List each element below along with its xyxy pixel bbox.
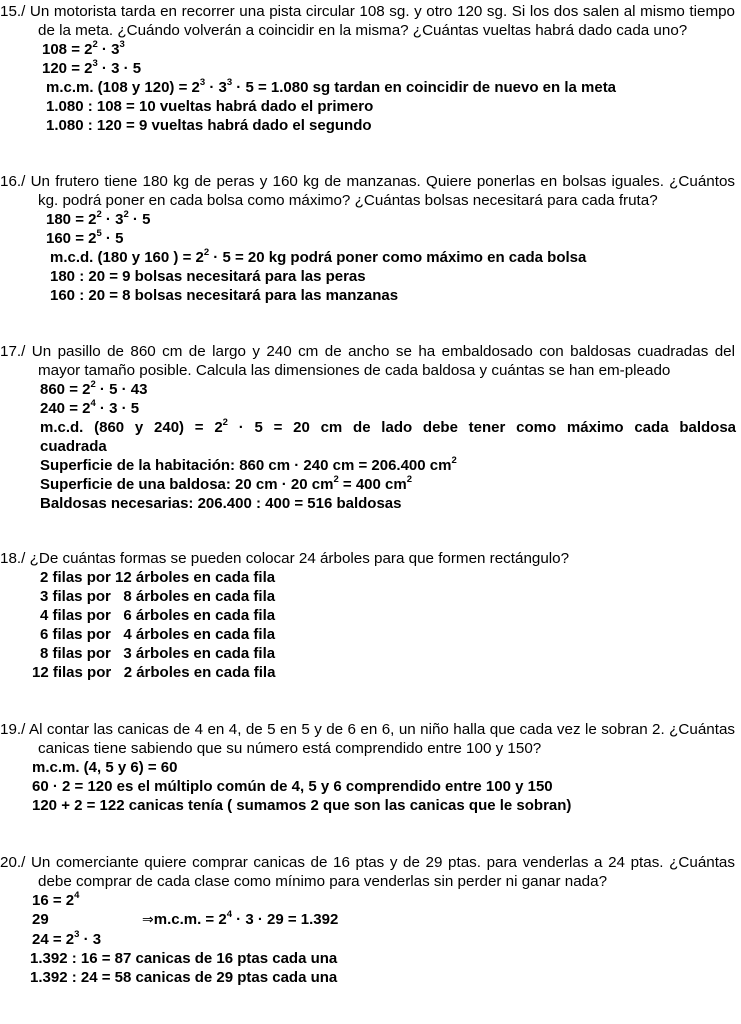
arrangement-row: 6 filas por 4 árboles en cada fila [40,626,276,643]
problem-number: 19./ [0,721,26,738]
solution-line: $120 = 2^3 \cdot 3 \cdot 5$ [42,58,142,77]
solution-line: m.c.d. (180 y 160 ) = $2^2 \cdot 5 = 20$ kg podrá poner como máximo en cada bolsa [50,247,587,266]
problem-number: 18./ [0,550,26,567]
arrangement-row: 4 filas por 6 árboles en cada fila [40,607,276,624]
statement-text: Un motorista tarda en recorrer una pista circular 108 sg. y otro 120 sg. Si los dos salen al mismo tiempo de la meta. ¿Cuándo volverán a coincidir en la misma? ¿Cuántas vueltas habrá dado cada uno? [29,3,735,39]
arrangement-row: 8 filas por 3 árboles en cada fila [40,645,276,662]
solution-line: Superficie de la habitación: 860 cm · 240 cm = 206.400 $cm^2$ [40,455,457,474]
problem-number: 17./ [0,343,26,360]
problem-16 [0,172,741,305]
problem-number: 16./ [0,173,26,190]
solution-line: $16 = 2^4$ [32,890,80,909]
problem-statement [0,549,735,568]
solution-line: $860 = 2^2 \cdot 5 \cdot 43$ [40,379,148,398]
solution-line: 1.080 : 120 = 9 vueltas habrá dado el segundo [46,117,372,134]
problem-19 [0,720,741,815]
solution-line: 120 + 2 = 122 canicas tenía ( sumamos 2 que son las canicas que le sobran) [32,797,572,814]
solution-line: m.c.m. (108 y $120) = 2^3 \cdot 3^3 \cdot 5 = 1.080$ sg tardan en coincidir de nuevo en la meta [46,77,617,96]
solution-line: 1.080 : 108 = 10 vueltas habrá dado el primero [46,98,374,115]
statement-text: Un frutero tiene 180 kg de peras y 160 kg de manzanas. Quiere ponerlas en bolsas iguales. ¿Cuántos kg. podrá poner en cada bolsa como máximo? ¿Cuántas bolsas necesitará para cada fruta? [30,173,735,209]
solution-line: 29 ⇒m.c.m. = $2^4 \cdot 3 \cdot 29 = 1.392$ [32,909,339,928]
problem-number: 15./ [0,3,26,20]
arrangement-row: 2 filas por 12 árboles en cada fila [40,569,276,586]
statement-text: Un comerciante quiere comprar canicas de 16 ptas y de 29 ptas. para venderlas a 24 ptas. ¿Cuántas debe comprar de cada clase como mínimo para venderlas sin perder ni ganar nada? [30,854,735,890]
solution-line: $108 = 2^2 \cdot 3^3$ [42,39,125,58]
problem-statement [0,172,735,210]
statement-text: Un pasillo de 860 cm de largo y 240 cm de ancho se ha embaldosado con baldosas cuadradas del mayor tamaño posible. Calcula las dimensiones de cada baldosa y cuántas se han em-pleado [31,343,735,379]
solution-line: 1.392 : 24 = 58 canicas de 29 ptas cada una [30,969,338,986]
statement-text: Al contar las canicas de 4 en 4, de 5 en 5 y de 6 en 6, un niño halla que cada vez le sobran 2. ¿Cuántas canicas tiene sabiendo que su número está comprendido entre 100 y 150? [28,721,735,757]
solution-line: Baldosas necesarias: 206.400 : 400 = 516 baldosas [40,495,402,512]
problem-statement [0,342,735,380]
solution-line: Superficie de una baldosa: 20 cm · 20 $cm^2 = 400$ $cm^2$ [40,474,412,493]
solution-line: $160 = 2^5 \cdot 5$ [46,228,124,247]
implies-arrow: ⇒ [142,912,154,928]
solution-line: $240 = 2^4 \cdot 3 \cdot 5$ [40,398,140,417]
solution-line: 180 : 20 = 9 bolsas necesitará para las peras [50,268,366,285]
solution-line: m.c.m. (4, 5 y 6) = 60 [32,759,178,776]
solution-line: 60 · 2 = 120 es el múltiplo común de 4, 5 y 6 comprendido entre 100 y 150 [32,778,553,795]
problem-statement [0,853,735,891]
arrangement-row: 3 filas por 8 árboles en cada fila [40,588,276,605]
solution-line: 160 : 20 = 8 bolsas necesitará para las manzanas [50,287,399,304]
solution-line: 1.392 : 16 = 87 canicas de 16 ptas cada una [30,950,338,967]
problem-statement [0,2,735,40]
solution-line: m.c.d. (860 y $240) = 2^2 \cdot 5 = 20$ cm de lado debe tener como máximo cada baldosa cuadrada [40,417,737,455]
problem-17 [0,342,741,513]
problem-20 [0,853,741,987]
problem-15 [0,2,741,135]
solution-line: $180 = 2^2 \cdot 3^2 \cdot 5$ [46,209,151,228]
solution-line: $24 = 2^3 \cdot 3$ [32,929,102,948]
problem-number: 20./ [0,854,26,871]
problem-18 [0,549,741,682]
statement-text: ¿De cuántas formas se pueden colocar 24 árboles para que formen rectángulo? [29,550,570,567]
problem-statement [0,720,735,758]
arrangement-row: 12 filas por 2 árboles en cada fila [32,664,276,681]
